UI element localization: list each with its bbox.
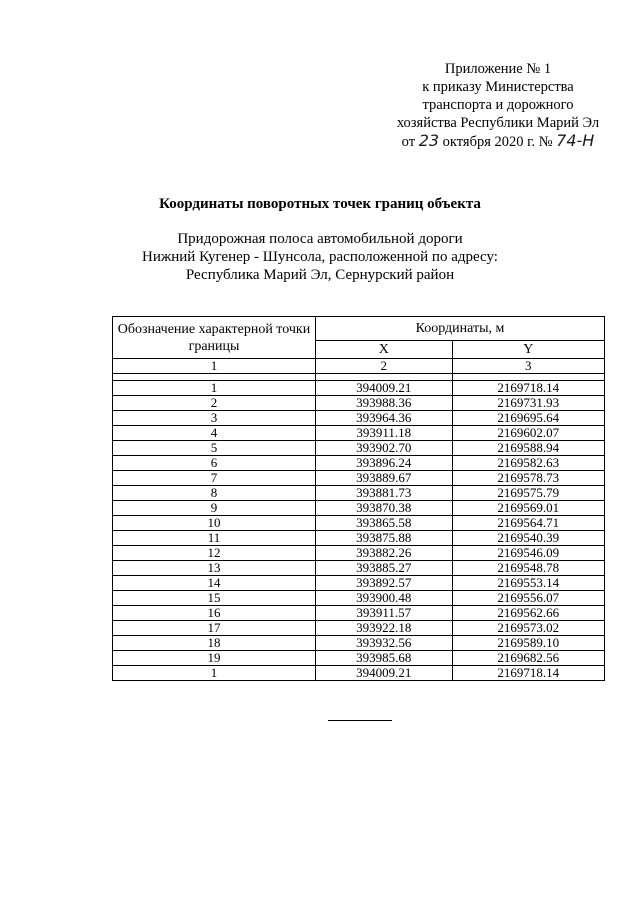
- header-y: Y: [452, 341, 604, 359]
- point-number-cell: 14: [113, 576, 316, 591]
- appendix-header: [378, 60, 618, 151]
- document-title: Координаты поворотных точек границ объекта: [159, 196, 481, 212]
- header-x: X: [316, 341, 453, 359]
- table-row: [113, 396, 605, 411]
- y-coordinate-cell: 2169540.39: [452, 531, 604, 546]
- point-number-cell: 19: [113, 651, 316, 666]
- date-rest: октября 2020 г. №: [442, 134, 553, 150]
- x-coordinate-cell: 393875.88: [316, 531, 453, 546]
- signature-line: [328, 720, 392, 721]
- point-number-cell: 6: [113, 456, 316, 471]
- table-row: [113, 411, 605, 426]
- point-number-cell: 5: [113, 441, 316, 456]
- y-coordinate-cell: 2169731.93: [452, 396, 604, 411]
- x-coordinate-cell: 394009.21: [316, 381, 453, 396]
- table-row: [113, 531, 605, 546]
- appendix-date-line: [378, 132, 618, 151]
- y-coordinate-cell: 2169682.56: [452, 651, 604, 666]
- x-coordinate-cell: 393870.38: [316, 501, 453, 516]
- appendix-line-2: к приказу Министерства: [422, 79, 574, 95]
- x-coordinate-cell: 393865.58: [316, 516, 453, 531]
- x-coordinate-cell: 393902.70: [316, 441, 453, 456]
- table-row: [113, 636, 605, 651]
- point-number-cell: 9: [113, 501, 316, 516]
- table-row: [113, 621, 605, 636]
- y-coordinate-cell: 2169562.66: [452, 606, 604, 621]
- table-row: [113, 606, 605, 621]
- description-line-3: Республика Марий Эл, Сернурский район: [185, 267, 455, 283]
- table-row: [113, 456, 605, 471]
- point-number-cell: 10: [113, 516, 316, 531]
- point-number-cell: 8: [113, 486, 316, 501]
- header-point-designation: Обозначение характерной точки границы: [113, 317, 316, 359]
- x-coordinate-cell: 393964.36: [316, 411, 453, 426]
- x-coordinate-cell: 393881.73: [316, 486, 453, 501]
- x-coordinate-cell: 393922.18: [316, 621, 453, 636]
- y-coordinate-cell: 2169548.78: [452, 561, 604, 576]
- point-number-cell: 1: [113, 381, 316, 396]
- description-line-1: Придорожная полоса автомобильной дороги: [177, 231, 463, 247]
- point-number-cell: 7: [113, 471, 316, 486]
- table-row: [113, 471, 605, 486]
- table-row: [113, 576, 605, 591]
- y-coordinate-cell: 2169546.09: [452, 546, 604, 561]
- order-number-handwritten: 74-Н: [556, 131, 595, 150]
- x-coordinate-cell: 393889.67: [316, 471, 453, 486]
- point-number-cell: 16: [113, 606, 316, 621]
- y-coordinate-cell: 2169589.10: [452, 636, 604, 651]
- y-coordinate-cell: 2169556.07: [452, 591, 604, 606]
- date-prefix: от: [401, 134, 416, 150]
- appendix-line-3: транспорта и дорожного: [422, 97, 574, 113]
- y-coordinate-cell: 2169564.71: [452, 516, 604, 531]
- point-number-cell: 1: [113, 666, 316, 681]
- y-coordinate-cell: 2169588.94: [452, 441, 604, 456]
- table-row: [113, 501, 605, 516]
- y-coordinate-cell: 2169575.79: [452, 486, 604, 501]
- table-row: [113, 486, 605, 501]
- appendix-line-1: Приложение № 1: [444, 61, 552, 77]
- x-coordinate-cell: 394009.21: [316, 666, 453, 681]
- x-coordinate-cell: 393988.36: [316, 396, 453, 411]
- x-coordinate-cell: 393911.57: [316, 606, 453, 621]
- point-number-cell: 4: [113, 426, 316, 441]
- table-row: [113, 561, 605, 576]
- y-coordinate-cell: 2169718.14: [452, 381, 604, 396]
- table-row: [113, 651, 605, 666]
- x-coordinate-cell: 393896.24: [316, 456, 453, 471]
- header-coordinates: Координаты, м: [316, 317, 605, 341]
- x-coordinate-cell: 393885.27: [316, 561, 453, 576]
- y-coordinate-cell: 2169582.63: [452, 456, 604, 471]
- point-number-cell: 18: [113, 636, 316, 651]
- x-coordinate-cell: 393932.56: [316, 636, 453, 651]
- x-coordinate-cell: 393985.68: [316, 651, 453, 666]
- column-number-3: 3: [452, 359, 604, 374]
- y-coordinate-cell: 2169578.73: [452, 471, 604, 486]
- x-coordinate-cell: 393882.26: [316, 546, 453, 561]
- appendix-line-4: хозяйства Республики Марий Эл: [396, 115, 600, 131]
- table-row: [113, 666, 605, 681]
- point-number-cell: 2: [113, 396, 316, 411]
- table-row: [113, 546, 605, 561]
- table-row: [113, 591, 605, 606]
- table-row: [113, 426, 605, 441]
- point-number-cell: 17: [113, 621, 316, 636]
- y-coordinate-cell: 2169573.02: [452, 621, 604, 636]
- object-description: [0, 230, 640, 284]
- x-coordinate-cell: 393892.57: [316, 576, 453, 591]
- point-number-cell: 12: [113, 546, 316, 561]
- table-row: [113, 381, 605, 396]
- column-number-2: 2: [316, 359, 453, 374]
- x-coordinate-cell: 393900.48: [316, 591, 453, 606]
- point-number-cell: 13: [113, 561, 316, 576]
- point-number-cell: 3: [113, 411, 316, 426]
- y-coordinate-cell: 2169602.07: [452, 426, 604, 441]
- table-row: [113, 516, 605, 531]
- table-row: [113, 441, 605, 456]
- table-body: [113, 381, 605, 681]
- point-number-cell: 11: [113, 531, 316, 546]
- description-line-2: Нижний Кугенер - Шунсола, расположенной по адресу:: [142, 249, 498, 265]
- x-coordinate-cell: 393911.18: [316, 426, 453, 441]
- y-coordinate-cell: 2169569.01: [452, 501, 604, 516]
- y-coordinate-cell: 2169718.14: [452, 666, 604, 681]
- column-number-1: 1: [113, 359, 316, 374]
- y-coordinate-cell: 2169553.14: [452, 576, 604, 591]
- date-day-handwritten: 23: [418, 131, 440, 150]
- y-coordinate-cell: 2169695.64: [452, 411, 604, 426]
- point-number-cell: 15: [113, 591, 316, 606]
- coordinates-table: [112, 316, 605, 681]
